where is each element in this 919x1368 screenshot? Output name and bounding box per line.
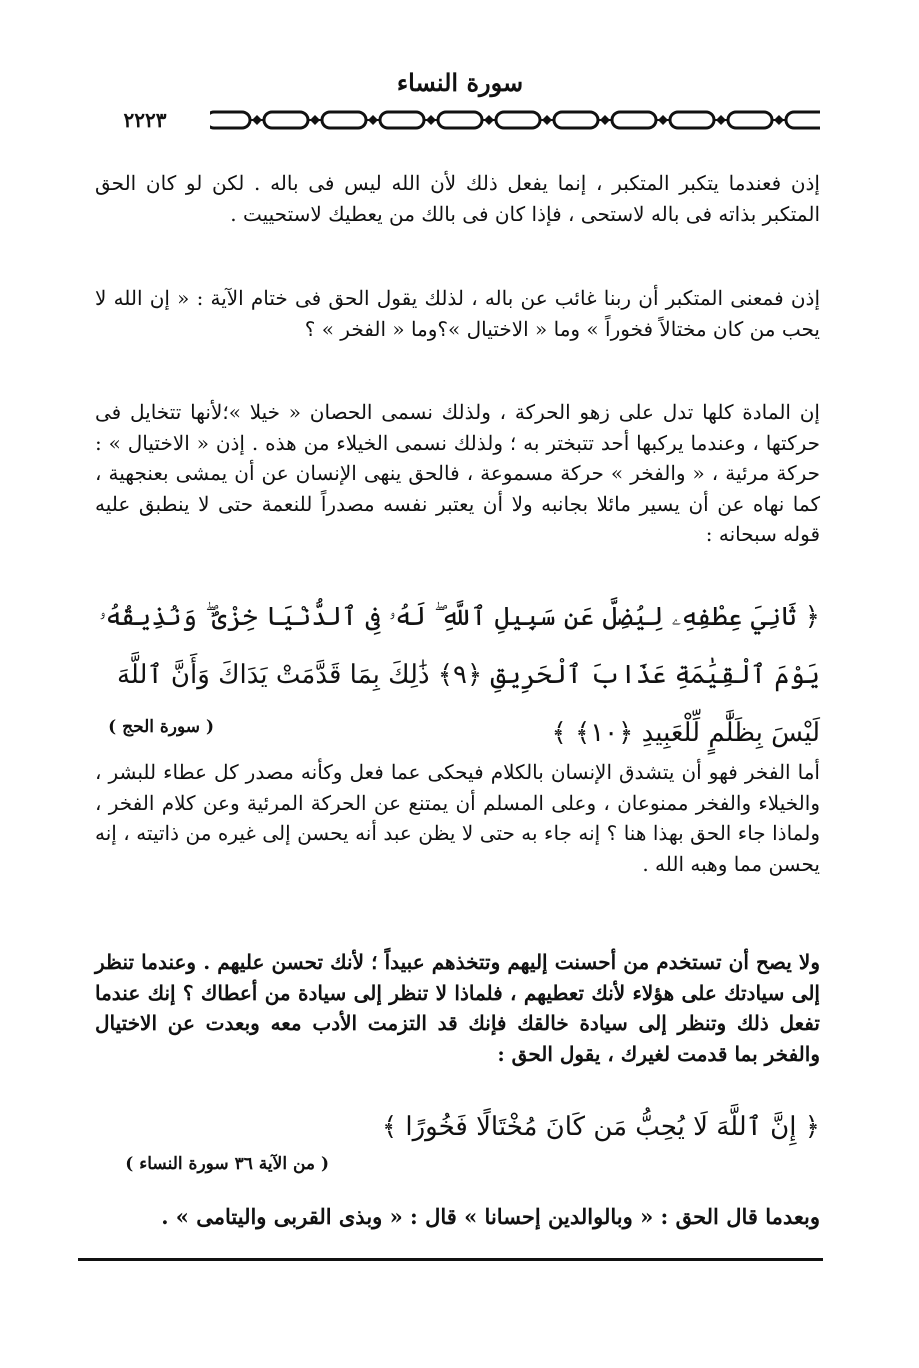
ornament-diamond bbox=[252, 115, 262, 125]
ornament-link bbox=[438, 112, 482, 128]
ornament-link bbox=[380, 112, 424, 128]
ornament-diamond bbox=[600, 115, 610, 125]
ornament-diamond bbox=[658, 115, 668, 125]
ornament-diamond bbox=[426, 115, 436, 125]
ornament-link bbox=[670, 112, 714, 128]
surah-title: سورة النساء bbox=[396, 68, 524, 97]
ornament-diamond bbox=[484, 115, 494, 125]
ornament-link bbox=[786, 112, 820, 128]
ornament-diamond bbox=[368, 115, 378, 125]
paragraph-4: أما الفخر فهو أن يتشدق الإنسان بالكلام فيحكى عما فعل وكأنه مصدر كل عطاء للبشر ، والخيلاء والفخر ممنوعان ، وعلى المسلم أن يمتنع عن الحركة المرئية وعن كلام الفخر ، ولماذا جاء الحق بهذا هنا ؟ إنه جاء به حتى لا يظن عبد أنه يحسن إلى غيره من ذاتيته ، إنه يحسن مما وهبه الله . bbox=[95, 760, 820, 876]
paragraph-1: إذن فعندما يتكبر المتكبر ، إنما يفعل ذلك لأن الله ليس فى باله . لكن لو كان الحق المتكبر بذاته فى باله لاستحى ، فإذا كان فى بالك من يعطيك لاستحييت . bbox=[95, 171, 820, 226]
ornament-link bbox=[728, 112, 772, 128]
quran-verse-hajj: ﴿ ثَانِيَ عِطْفِهِۦ لِيُضِلَّ عَن سَبِيلِ ٱللَّهِ ۖ لَهُۥ فِى ٱلدُّنْيَا خِزْىٌ ۖ وَنُذِيقُهُۥ يَوْمَ ٱلْقِيَٰمَةِ عَذَابَ ٱلْحَرِيقِ ﴿٩﴾ ذَٰلِكَ بِمَا قَدَّمَتْ يَدَاكَ وَأَنَّ ٱللَّهَ لَيْسَ بِظَلَّٰمٍ لِّلْعَبِيدِ ﴿١٠﴾ ﴾ bbox=[99, 602, 820, 748]
ornament-diamond bbox=[716, 115, 726, 125]
ornament-link bbox=[264, 112, 308, 128]
verse-citation-nisa: ( من الآية ٣٦ سورة النساء ) bbox=[125, 1154, 329, 1174]
quran-verse-nisa: ﴿ إِنَّ ٱللَّهَ لَا يُحِبُّ مَن كَانَ مُخْتَالًا فَخُورًا ﴾ bbox=[381, 1112, 820, 1142]
page-number: ٢٢٢٣ bbox=[80, 108, 210, 132]
verse-citation-hajj: ( سورة الحج ) bbox=[108, 717, 214, 737]
ornament-diamond bbox=[774, 115, 784, 125]
ornament-link bbox=[496, 112, 540, 128]
ornament-link bbox=[554, 112, 598, 128]
header-ornament-band bbox=[80, 100, 820, 140]
ornament-diamond bbox=[310, 115, 320, 125]
closing-line: وبعدما قال الحق : « وبالوالدين إحسانا » قال : « وبذى القربى واليتامى » . bbox=[161, 1204, 820, 1229]
paragraph-2: إذن فمعنى المتكبر أن ربنا غائب عن باله ، لذلك يقول الحق فى ختام الآية : « إن الله لا يحب من كان مختالاً فخوراً » وما « الاختيال »؟وما « الفخر » ؟ bbox=[95, 286, 821, 341]
ornament-diamond bbox=[542, 115, 552, 125]
paragraph-3: إن المادة كلها تدل على زهو الحركة ، ولذلك نسمى الحصان « خيلا »؛لأنها تتخايل فى حركتها ، وعندما يركبها أحد تتبختر به ؛ ولذلك نسمى الخيلاء من هذه . إذن « الاختيال » : حركة مرئية ، « والفخر » حركة مسموعة ، فالحق ينهى الإنسان عن أن يمشى بعنجهية ، كما نهاه عن أن يسير مائلا بجانبه ولا أن يعتبر نفسه مصدراً للنعمة حتى لا ينطبق عليه قوله سبحانه : bbox=[95, 400, 820, 546]
bottom-rule bbox=[78, 1258, 823, 1261]
paragraph-5: ولا يصح أن تستخدم من أحسنت إليهم وتتخذهم عبيداً ؛ لأنك تحسن عليهم . وعندما تنظر إلى سيادتك على هؤلاء لأنك تعطيهم ، فلماذا لا تنظر إلى سيادة من أعطاك ؟ إنك عندما تفعل ذلك وتنظر إلى سيادة خالقك فإنك قد التزمت الأدب معه وبعدت عن الاختيال والفخر بما قدمت لغيرك ، يقول الحق : bbox=[95, 950, 820, 1066]
ornament-link bbox=[322, 112, 366, 128]
ornament-link bbox=[612, 112, 656, 128]
ornament-link bbox=[206, 112, 250, 128]
